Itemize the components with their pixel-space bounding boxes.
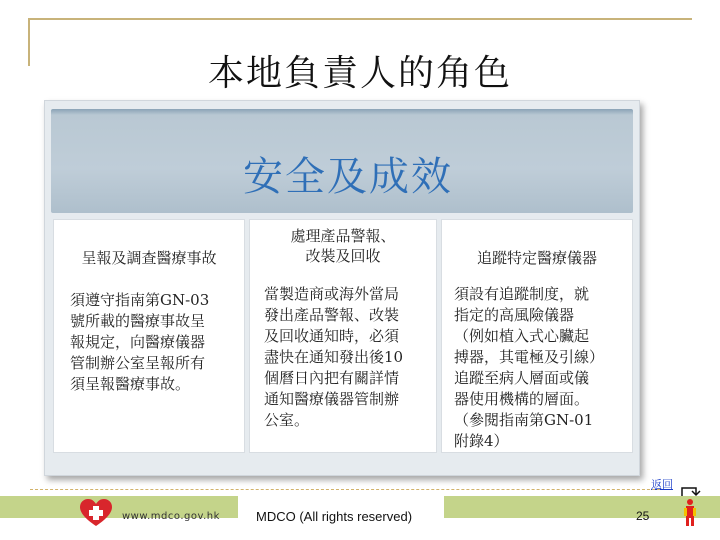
panel-header-text: 安全及成效 xyxy=(243,154,453,200)
heading-line: 呈報及調查醫療事故 xyxy=(81,249,217,267)
footer-website: www.mdco.gov.hk xyxy=(122,511,220,522)
mdco-logo-icon xyxy=(78,498,114,528)
column-heading xyxy=(250,226,436,266)
body-line: 須呈報醫療事故。 xyxy=(70,375,191,393)
footer-copyright: MDCO (All rights reserved) xyxy=(256,509,413,524)
body-line: 個曆日內把有關詳情 xyxy=(264,369,400,387)
body-line: 器使用機構的層面。 xyxy=(454,390,590,408)
heading-line: 追蹤特定醫療儀器 xyxy=(476,249,597,267)
body-line: 及回收通知時，必須 xyxy=(264,327,400,345)
body-line: （例如植入式心臟起 xyxy=(454,327,590,345)
column-heading xyxy=(54,248,244,268)
column-heading xyxy=(442,248,632,268)
body-line: 號所載的醫療事故呈 xyxy=(70,312,206,330)
body-line: 須遵守指南第GN-03 xyxy=(70,291,210,309)
return-link[interactable]: 返回 xyxy=(651,478,673,491)
body-line: 管制辦公室呈報所有 xyxy=(70,354,206,372)
panel-header xyxy=(51,109,633,213)
content-panel xyxy=(44,100,640,476)
return-arrow-icon[interactable] xyxy=(676,484,704,528)
body-line: 追蹤至病人層面或儀 xyxy=(454,369,590,387)
column-device-tracking xyxy=(441,219,633,453)
body-line: 發出產品警報、改裝 xyxy=(264,306,400,324)
column-body xyxy=(70,290,209,395)
body-line: 通知醫療儀器管制辦 xyxy=(264,390,400,408)
body-line: （參閱指南第GN-01 xyxy=(454,411,594,429)
column-incident-reporting xyxy=(53,219,245,453)
slide-title: 本地負責人的角色 xyxy=(207,53,512,94)
body-line: 當製造商或海外當局 xyxy=(264,285,400,303)
column-body xyxy=(264,284,403,431)
body-line: 報規定，向醫療儀器 xyxy=(70,333,206,351)
heading-line: 處理產品警報、 xyxy=(290,227,396,245)
heading-line: 改裝及回收 xyxy=(305,247,381,265)
body-line: 須設有追蹤制度，就 xyxy=(454,285,590,303)
body-line: 盡快在通知發出後10 xyxy=(264,348,404,366)
column-body xyxy=(454,284,604,452)
body-line: 指定的高風險儀器 xyxy=(454,306,575,324)
decorative-top-line xyxy=(28,18,692,20)
page-number: 25 xyxy=(636,509,650,523)
body-line: 公室。 xyxy=(264,411,310,429)
body-line: 搏器，其電極及引線） xyxy=(454,348,605,366)
footer-divider xyxy=(30,489,660,490)
body-line: 附錄4） xyxy=(454,432,509,450)
column-product-alerts xyxy=(249,219,437,453)
